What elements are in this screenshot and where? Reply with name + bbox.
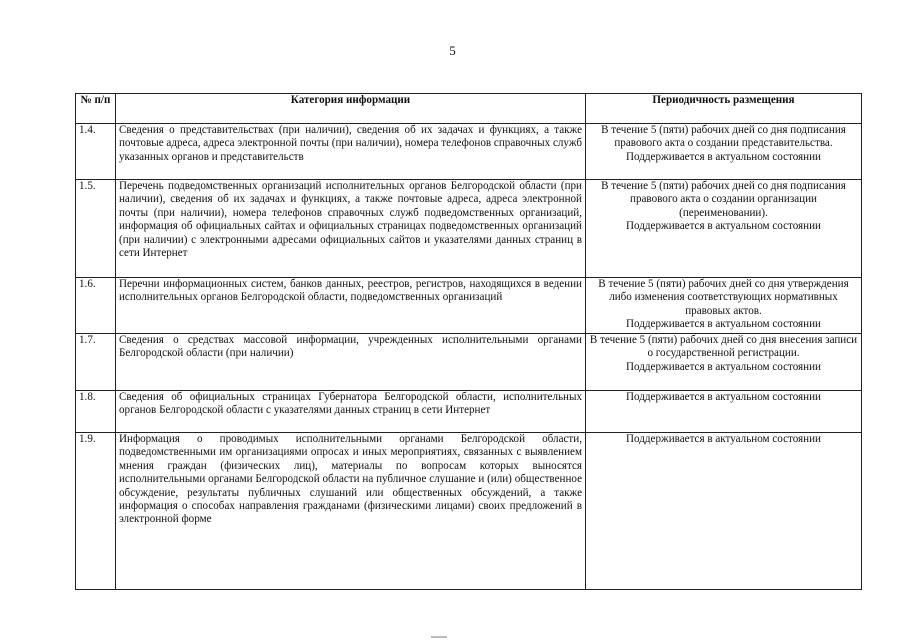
row-number: 1.9.: [76, 433, 116, 590]
row-number: 1.6.: [76, 278, 116, 334]
information-table: [75, 93, 862, 590]
row-number: 1.7.: [76, 334, 116, 391]
table-row: [76, 180, 862, 278]
row-category: Перечень подведомственных организаций исполнительных органов Белгородской области (при наличии), сведения об их задачах и функциях, а также почтовые адреса, адреса электронной почты (при наличии), номера телефонов справочных служб подведомственных организаций, информация об официальных сайтах и официальных страницах подведомственных организаций (при наличии) с электронными адресами официальных сайтов и указателями данных страниц в сети Интернет: [116, 180, 586, 278]
row-category: Информация о проводимых исполнительными органами Белгородской области, подведомственными им организациями опросах и иных мероприятиях, связанных с выявлением мнения граждан (физических лиц), материалы по вопросам которых выносятся исполнительными органами Белгородской области на публичное слушание и (или) общественное обсуждение, результаты публичных слушаний или общественных обсуждений, а также информация о способах направления гражданами (физическими лицами) своих предложений в электронной форме: [116, 433, 586, 590]
table-header-row: [76, 94, 862, 124]
periodicity-line: Поддерживается в актуальном состоянии: [626, 433, 821, 445]
header-category: Категория информации: [116, 94, 586, 124]
row-periodicity: [586, 180, 862, 278]
page-number: 5: [449, 43, 456, 58]
periodicity-line: В течение 5 (пяти) рабочих дней со дня подписания правового акта о создании организации (переименовании).: [601, 180, 846, 219]
row-category: Сведения о представительствах (при наличии), сведения об их задачах и функциях, а также почтовые адреса, адреса электронной почты (при наличии), номера телефонов справочных служб указанных органов и представительств: [116, 124, 586, 180]
periodicity-line: Поддерживается в актуальном состоянии: [626, 150, 821, 163]
row-number: 1.5.: [76, 180, 116, 278]
periodicity-line: В течение 5 (пяти) рабочих дней со дня утверждения либо изменения соответствующих нормативных правовых актов.: [598, 278, 849, 317]
row-number: 1.4.: [76, 124, 116, 180]
row-category: Сведения о средствах массовой информации, учрежденных исполнительными органами Белгородской области (при наличии): [116, 334, 586, 391]
periodicity-line: Поддерживается в актуальном состоянии: [626, 360, 821, 373]
row-category: Перечни информационных систем, банков данных, реестров, регистров, находящихся в ведении исполнительных органов Белгородской области, подведомственных организаций: [116, 278, 586, 334]
header-num: № п/п: [76, 94, 116, 124]
table-row: [76, 391, 862, 433]
table-row: [76, 334, 862, 391]
scan-mark: [431, 636, 447, 638]
row-periodicity: [586, 391, 862, 433]
periodicity-line: В течение 5 (пяти) рабочих дней со дня внесения записи о государственной регистрации.: [589, 334, 858, 360]
table-row: [76, 433, 862, 590]
periodicity-line: Поддерживается в актуальном состоянии: [626, 220, 821, 233]
header-periodicity: Периодичность размещения: [586, 94, 862, 124]
periodicity-line: Поддерживается в актуальном состоянии: [626, 318, 821, 331]
row-number: 1.8.: [76, 391, 116, 433]
row-periodicity: [586, 124, 862, 180]
table-row: [76, 124, 862, 180]
table-row: [76, 278, 862, 334]
periodicity-line: Поддерживается в актуальном состоянии: [626, 391, 821, 403]
row-periodicity: [586, 433, 862, 590]
row-periodicity: [586, 334, 862, 391]
periodicity-line: В течение 5 (пяти) рабочих дней со дня подписания правового акта о создании представительства.: [601, 124, 846, 150]
row-category: Сведения об официальных страницах Губернатора Белгородской области, исполнительных органов Белгородской области с указателями данных страниц в сети Интернет: [116, 391, 586, 433]
row-periodicity: [586, 278, 862, 334]
